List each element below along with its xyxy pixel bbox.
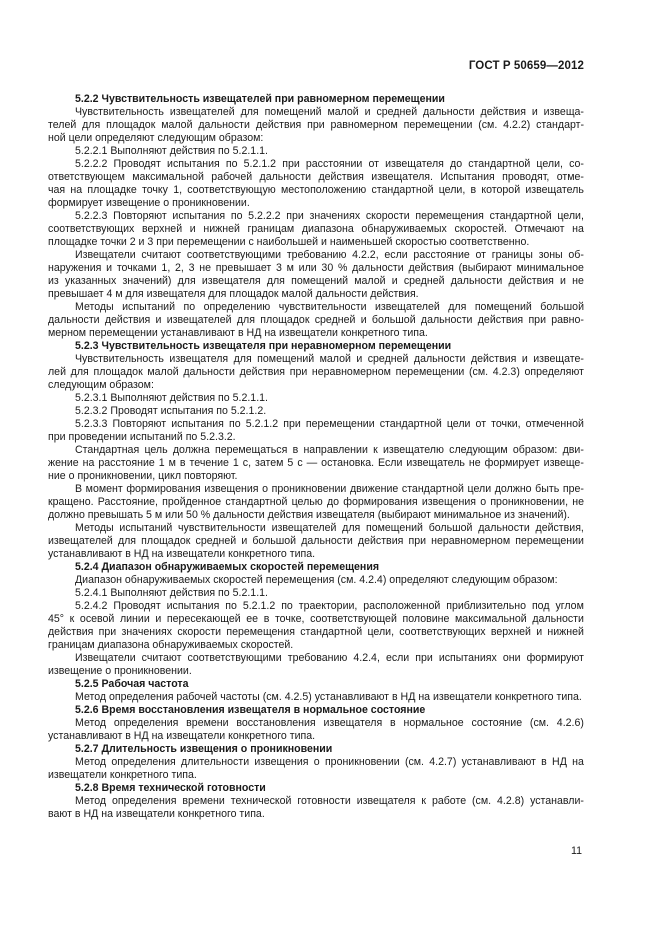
section-heading: 5.2.2 Чувствительность извещателей при равномерном перемещении — [75, 93, 445, 105]
section-heading: 5.2.6 Время восстановления извещателя в нормальное состояние — [75, 704, 426, 716]
text-line: Чувствительность извещателей для помещений малой и средней дальности действия и извеща- — [75, 106, 584, 118]
text-line: действия при значениях скорости перемещения стандартной цели, соответствующих верхней и нижней — [48, 626, 584, 638]
text-line: при проведении испытаний по 5.2.3.2. — [48, 431, 236, 443]
text-line: 5.2.3.1 Выполняют действия по 5.2.1.1. — [75, 392, 268, 404]
document-body — [48, 93, 584, 821]
text-line: ной цели определяют следующим образом: — [48, 132, 264, 144]
text-line: извещателей для площадок средней и большой дальности действия при неравномерном перемещении — [48, 535, 584, 547]
text-line: Диапазон обнаруживаемых скоростей перемещения (см. 4.2.4) определяют следующим образом: — [75, 574, 558, 586]
text-line: 5.2.2.1 Выполняют действия по 5.2.1.1. — [75, 145, 268, 157]
text-line: извещение о проникновении. — [48, 665, 192, 677]
section-heading: 5.2.4 Диапазон обнаруживаемых скоростей перемещения — [75, 561, 380, 573]
section-heading: 5.2.5 Рабочая частота — [75, 678, 189, 690]
text-line: устанавливают в НД на извещатели конкретного типа. — [48, 548, 316, 560]
text-line: дальности действия и извещателей для площадок средней и большой дальности действия при равно- — [48, 314, 584, 326]
text-line: формирует извещение о проникновении. — [48, 197, 250, 209]
text-line: извещатели конкретного типа. — [48, 769, 197, 781]
text-line: Метод определения времени восстановления извещателя в нормальное состояние (см. 4.2.6) — [75, 717, 584, 729]
text-line: из указанных значений) для извещателя для помещений малой и средней дальности действия и не — [48, 275, 584, 287]
section-heading: 5.2.3 Чувствительность извещателя при неравномерном перемещении — [75, 340, 452, 352]
text-line: наружения и точками 1, 2, 3 не превышает 3 м или 30 % дальности действия (выбирают минимальное — [48, 262, 584, 274]
text-line: 45° к осевой линии и пересекающей ее в точке, соответствующей половине максимальной дальности — [48, 613, 584, 625]
text-line: телей для площадок малой дальности действия при равномерном перемещении (см. 4.2.2) стандарт- — [48, 119, 584, 131]
text-line: ответствующем максимальной рабочей дальности действия извещателя. Испытания проводят, отме- — [48, 171, 584, 183]
text-line: устанавливают в НД на извещатели конкретного типа. — [48, 730, 316, 742]
text-line: должно превышать 5 м или 50 % дальности действия извещателя (выбирают минимальное из значений). — [48, 509, 570, 521]
text-line: вают в НД на извещатели конкретного типа. — [48, 808, 265, 820]
text-line: Извещатели считают соответствующими требованию 4.2.4, если при испытаниях они формируют — [75, 652, 584, 664]
text-line: Методы испытаний по определению чувствительности извещателей для помещений большой — [75, 301, 584, 313]
text-line: 5.2.2.3 Повторяют испытания по 5.2.2.2 при значениях скорости перемещения стандартной цели, — [75, 210, 584, 222]
text-line: 5.2.4.1 Выполняют действия по 5.2.1.1. — [75, 587, 268, 599]
text-line: ние о проникновении, цикл повторяют. — [48, 470, 238, 482]
text-line: кращено. Расстояние, пройденное стандартной целью до формирования извещения о проникновении, не — [48, 496, 584, 508]
standard-designation: ГОСТ Р 50659—2012 — [468, 60, 584, 72]
text-line: соответствующих верхней и нижней границам диапазона обнаруживаемых скоростей. Отмечают на — [48, 223, 584, 235]
text-line: Метод определения времени технической готовности извещателя к работе (см. 4.2.8) устанавли- — [75, 795, 584, 807]
text-line: Извещатели считают соответствующими требованию 4.2.2, если расстояние от границы зоны об- — [75, 249, 584, 261]
text-line: превышает 4 м для извещателя для площадок малой дальности действия. — [48, 288, 419, 300]
text-line: В момент формирования извещения о проникновении движение стандартной цели должно быть пре- — [75, 483, 584, 495]
text-line: Чувствительность извещателя для помещений малой и средней дальности действия и извещате- — [75, 353, 584, 365]
text-line: 5.2.2.2 Проводят испытания по 5.2.1.2 при расстоянии от извещателя до стандартной цели, со- — [75, 158, 584, 170]
text-line: площадке точки 2 и 3 при перемещении с наибольшей и наименьшей скоростью соответственно. — [48, 236, 530, 248]
text-line: жение на расстояние 1 м в течение 1 с, затем 5 с — остановка. Если извещатель не формирует извеще- — [48, 457, 584, 469]
text-line: 5.2.3.2 Проводят испытания по 5.2.1.2. — [75, 405, 267, 417]
text-line: Стандартная цель должна перемещаться в направлении к извещателю следующим образом: дви- — [75, 444, 584, 456]
text-line: Методы испытаний чувствительности извещателей для помещений большой дальности действия, — [75, 522, 584, 534]
text-line: Метод определения длительности извещения о проникновении (см. 4.2.7) устанавливают в НД на — [75, 756, 584, 768]
text-line: мерном перемещении устанавливают в НД на извещатели конкретного типа. — [48, 327, 428, 339]
text-line: чая на площадке точку 1, соответствующую местоположению стандартной цели, в которой извещатель — [48, 184, 584, 196]
section-heading: 5.2.7 Длительность извещения о проникновении — [75, 743, 333, 755]
section-heading: 5.2.8 Время технической готовности — [75, 782, 266, 794]
text-line: границам диапазона обнаруживаемых скоростей. — [48, 639, 294, 651]
text-line: Метод определения рабочей частоты (см. 4.2.5) устанавливают в НД на извещатели конкретного типа. — [75, 691, 582, 703]
page-number: 11 — [571, 845, 582, 857]
text-line: лей для площадок малой дальности действия при неравномерном перемещении (см. 4.2.3) определяют — [48, 366, 584, 378]
text-line: 5.2.4.2 Проводят испытания по 5.2.1.2 по траектории, расположенной приблизительно под углом — [75, 600, 584, 612]
text-line: 5.2.3.3 Повторяют испытания по 5.2.1.2 при перемещении стандартной цели от точки, отмеченной — [75, 418, 584, 430]
text-line: следующим образом: — [48, 379, 154, 391]
